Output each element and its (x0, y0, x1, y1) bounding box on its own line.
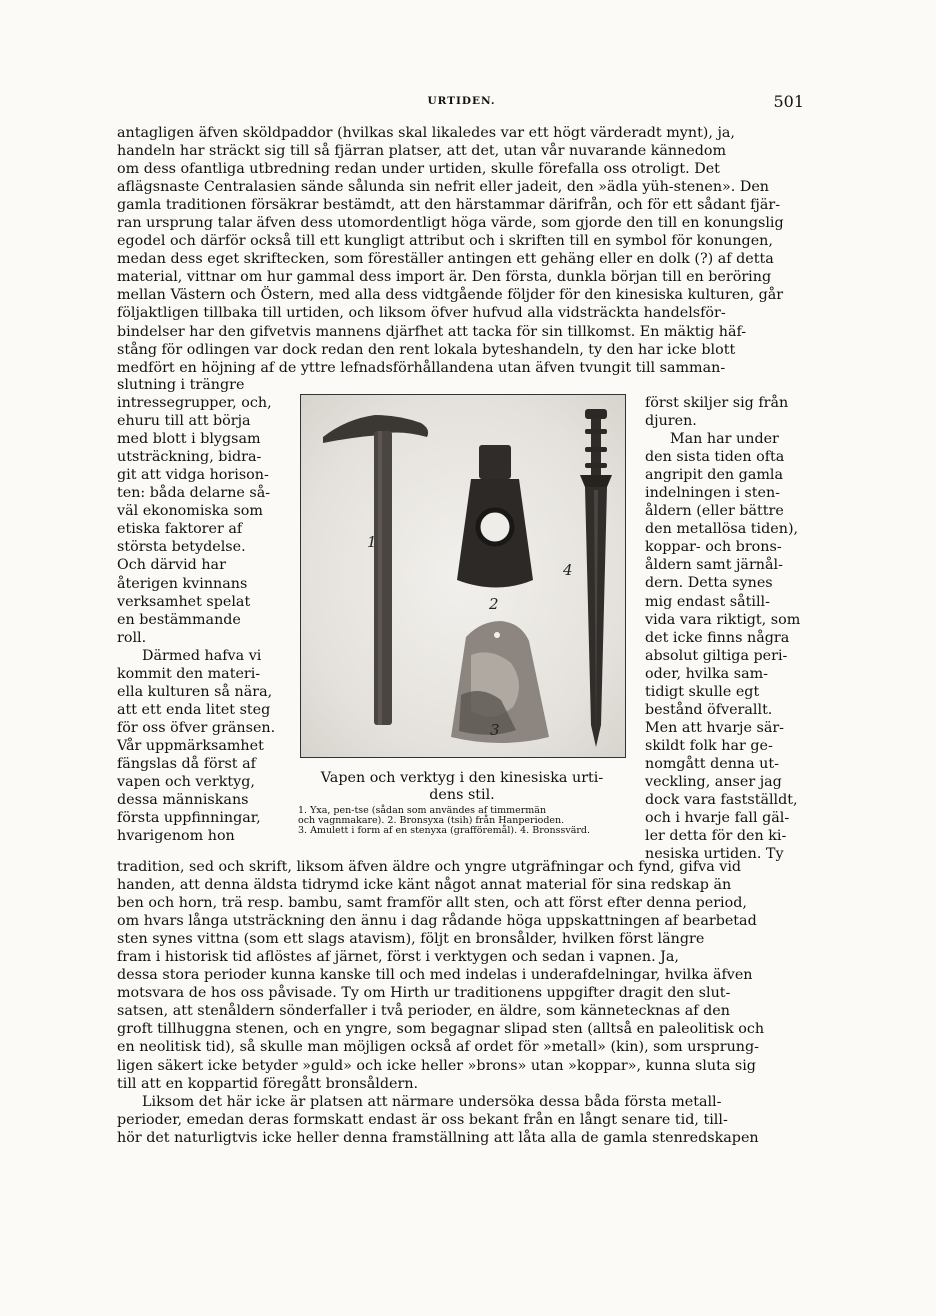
text-line: största betydelse. (117, 539, 246, 556)
text-line: Liksom det här icke är platsen att närmare undersöka dessa båda första metall- (142, 1093, 722, 1110)
bronze-axe-artifact (457, 445, 533, 588)
text-line: ehuru till att börja (117, 413, 251, 430)
text-line: egodel och därför också till ett kungligt attribut och i skriften till en symbol för konungen, (117, 233, 773, 250)
figure-label-3: 3 (490, 721, 500, 739)
text-line: medfört en höjning af de yttre lefnadsförhållandena utan äfven tvungit till samman- (117, 359, 726, 376)
bottom-paragraph (117, 858, 806, 1147)
text-line: först skiljer sig från (645, 395, 789, 411)
text-line: en neolitisk tid), så skulle man möjligen också af ordet för »metall» (kin), som ursprung- (117, 1039, 759, 1056)
text-line: satsen, att stenåldern sönderfaller i två perioder, en äldre, som kännetecknas af den (117, 1003, 730, 1020)
text-line: åldern samt järnål- (645, 557, 783, 574)
figure-label-2: 2 (489, 595, 499, 613)
text-line: bindelser har den gifvetvis mannens djärfhet att tacka för sin tillkomst. En mäktig häf- (117, 323, 747, 340)
text-line: bestånd öfverallt. (645, 701, 773, 718)
top-paragraph (117, 124, 806, 377)
left-column (117, 376, 279, 845)
text-line: tradition, sed och skrift, liksom äfven äldre och yngre utgräfningar och fynd, gifva vid (117, 859, 742, 875)
text-line: utsträckning, bidra- (117, 449, 262, 466)
text-line: verksamhet spelat (117, 593, 251, 610)
caption-note: 3. Amulett i form af en stenyxa (grafföremål). 4. Bronssvärd. (298, 825, 590, 836)
text-line: följaktligen tillbaka till urtiden, och liksom öfver hufvud alla vidsträckta handelsför- (117, 305, 726, 322)
text-line: angripit den gamla (645, 467, 783, 484)
text-line: dock vara fastställdt, (645, 792, 798, 809)
text-line: till att en koppartid föregått bronsåldern. (117, 1075, 419, 1092)
text-line: för oss öfver gränsen. (117, 719, 276, 736)
running-title: URTIDEN. (427, 95, 496, 107)
figure-photo (300, 394, 626, 758)
text-line: ler detta för den ki- (645, 828, 787, 845)
figure-caption (296, 770, 628, 804)
figure-notes (298, 806, 628, 836)
text-line: första uppfinningar, (117, 810, 261, 827)
figure-label-4: 4 (563, 561, 573, 579)
text-line: den metallösa tiden), (645, 521, 799, 538)
text-line: absolut giltiga peri- (645, 647, 788, 664)
text-line: git att vidga horison- (117, 467, 269, 484)
text-line: Man har under (670, 431, 779, 448)
text-line: hvarigenom hon (117, 828, 235, 845)
text-line: tidigt skulle egt (645, 683, 760, 700)
text-line: indelningen i sten- (645, 485, 781, 502)
text-line: djuren. (645, 413, 697, 430)
caption-line: dens stil. (429, 787, 495, 803)
text-line: fängslas då först af (117, 755, 256, 772)
text-line: hör det naturligtvis icke heller denna framställning att låta alla de gamla stenredskapen (117, 1129, 759, 1146)
text-line: dessa stora perioder kunna kanske till och med indelas i underafdelningar, hvilka äfven (117, 967, 753, 984)
axe-artifact (323, 415, 428, 725)
text-line: fram i historisk tid aflöstes af järnet, först i verktygen och sedan i vapnen. Ja, (117, 949, 679, 966)
amulet-artifact (451, 621, 549, 743)
page-header (117, 92, 806, 112)
text-line: och i hvarje fall gäl- (645, 810, 790, 827)
text-line: om hvars långa utsträckning den ännu i dag rådande höga uppskattningen af bearbetad (117, 913, 757, 930)
text-line: om dess ofantliga utbredning redan under urtiden, skulle förefalla oss otroligt. Det (117, 161, 720, 178)
text-line: ran ursprung talar äfven dess utomordentligt höga värde, som gjorde den till en konungslig (117, 215, 784, 232)
text-line: ten: båda delarne så- (117, 485, 271, 502)
figure-label-1: 1 (367, 533, 377, 551)
text-line: ella kulturen så nära, (117, 683, 273, 700)
text-line: Därmed hafva vi (142, 647, 262, 664)
text-line: sten synes vittna (som ett slags atavism), följt en bronsålder, hvilken först längre (117, 931, 705, 948)
caption-line: Vapen och verktyg i den kinesiska urti- (320, 770, 604, 786)
text-line: ben och horn, trä resp. bambu, samt framför allt sten, och att först efter denna period, (117, 895, 747, 912)
caption-note: 1. Yxa, pen-tse (sådan som användes af timmermän (298, 805, 547, 816)
text-line: kommit den materi- (117, 665, 261, 682)
text-line: åldern (eller bättre (645, 503, 784, 520)
text-line: mellan Västern och Östern, med alla dess vidtgående följder för den kinesiska kulturen, går (117, 287, 784, 304)
text-line: dern. Detta synes (645, 575, 773, 592)
text-line: dessa människans (117, 792, 249, 809)
text-line: vida vara riktigt, som (645, 611, 801, 628)
text-line: koppar- och brons- (645, 539, 782, 556)
text-line: medan dess eget skriftecken, som föreställer antingen ett gehäng eller en dolk (?) af detta (117, 251, 774, 268)
text-line: Men att hvarje sär- (645, 719, 785, 736)
text-line: gamla traditionen försäkrar bestämdt, att den härstammar därifrån, och för ett sådant fjär- (117, 197, 781, 214)
text-line: roll. (117, 629, 147, 646)
text-line: återigen kvinnans (117, 575, 248, 592)
sword-artifact (580, 409, 612, 747)
text-line: den sista tiden ofta (645, 449, 785, 466)
text-line: aflägsnaste Centralasien sände sålunda sin nefrit eller jadeit, den »ädla yüh-stenen». Den (117, 179, 769, 196)
text-line: Vår uppmärksamhet (117, 737, 264, 754)
text-line: vapen och verktyg, (117, 774, 255, 791)
text-line: Och därvid har (117, 557, 226, 574)
text-line: med blott i blygsam (117, 431, 261, 448)
text-line: väl ekonomiska som (117, 503, 263, 520)
text-line: perioder, emedan deras formskatt endast är oss bekant från en långt senare tid, till- (117, 1111, 728, 1128)
text-line: veckling, anser jag (645, 773, 782, 790)
right-column (645, 394, 806, 863)
text-line: handeln har sträckt sig till så fjärran platser, att det, utan vår nuvarande kännedom (117, 143, 727, 160)
page-number: 501 (773, 92, 804, 111)
text-line: slutning i trängre (117, 377, 245, 393)
text-line: antagligen äfven sköldpaddor (hvilkas skal likaledes var ett högt värderadt mynt), ja, (117, 125, 735, 141)
text-line: material, vittnar om hur gammal dess import är. Den första, dunkla början till en beröring (117, 269, 772, 286)
text-line: etiska faktorer af (117, 521, 243, 538)
text-line: intressegrupper, och, (117, 395, 272, 412)
text-line: handen, att denna äldsta tidrymd icke känt något annat material för sina redskap än (117, 877, 732, 894)
text-line: skildt folk har ge- (645, 737, 773, 754)
text-line: stång för odlingen var dock redan den rent lokala byteshandeln, ty den har icke blott (117, 341, 736, 358)
text-line: nomgått denna ut- (645, 755, 779, 772)
figure-illustration (301, 395, 625, 757)
text-line: groft tillhuggna stenen, och en yngre, som begagnar slipad sten (alltså en paleolitisk och (117, 1021, 765, 1038)
text-line: det icke finns några (645, 629, 790, 646)
text-line: ligen säkert icke betyder »guld» och icke heller »brons» utan »koppar», kunna sluta sig (117, 1057, 756, 1074)
caption-note: och vagnmakare). 2. Bronsyxa (tsih) från Hanperioden. (298, 815, 565, 826)
text-line: oder, hvilka sam- (645, 665, 768, 682)
text-line: en bestämmande (117, 611, 241, 628)
text-line: att ett enda litet steg (117, 701, 271, 718)
text-line: mig endast såtill- (645, 593, 770, 610)
text-line: nesiska urtiden. Ty (645, 846, 784, 863)
text-line: motsvara de hos oss påvisade. Ty om Hirth ur traditionens uppgifter dragit den slut- (117, 985, 731, 1002)
